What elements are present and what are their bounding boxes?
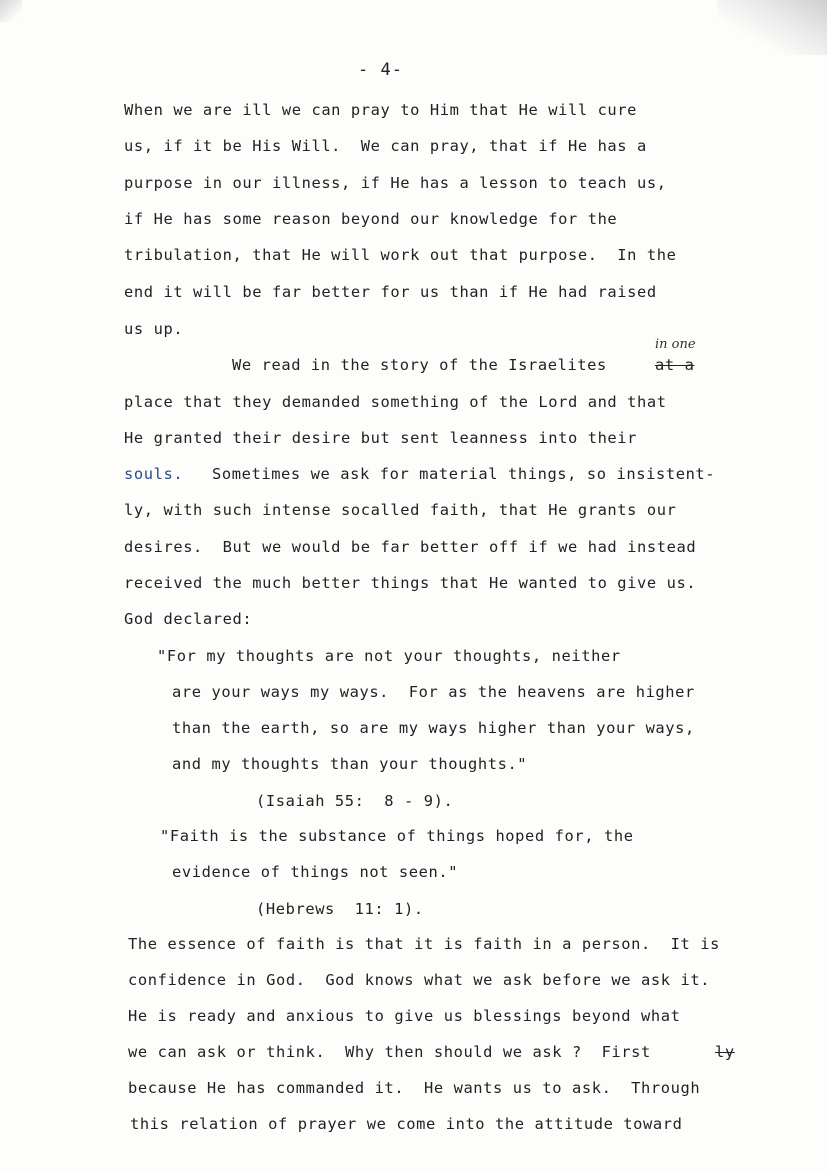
page-corner-shadow-left bbox=[0, 0, 22, 22]
struck-words: at a bbox=[655, 356, 695, 374]
struck-suffix: ly bbox=[715, 1043, 735, 1061]
text-line-1: When we are ill we can pray to Him that He will cure bbox=[124, 101, 638, 119]
text-line-12: ly, with such intense socalled faith, that He grants our bbox=[124, 501, 677, 519]
page-number: - 4- bbox=[358, 60, 403, 80]
text-line-3: purpose in our illness, if He has a lesson to teach us, bbox=[124, 174, 667, 192]
text-line-11: Sometimes we ask for material things, so insistent- bbox=[212, 465, 716, 483]
handwritten-insertion: in one bbox=[655, 337, 696, 352]
text-line-2: us, if it be His Will. We can pray, that if He has a bbox=[124, 137, 647, 155]
quote-line-5: "Faith is the substance of things hoped for, the bbox=[160, 827, 634, 845]
text-line-20: because He has commanded it. He wants us to ask. Through bbox=[128, 1079, 701, 1097]
text-line-13: desires. But we would be far better off if we had instead bbox=[124, 538, 697, 556]
citation-isaiah: (Isaiah 55: 8 - 9). bbox=[256, 792, 454, 810]
text-line-4: if He has some reason beyond our knowledge for the bbox=[124, 210, 618, 228]
citation-hebrews: (Hebrews 11: 1). bbox=[256, 900, 424, 918]
text-line-15: God declared: bbox=[124, 610, 253, 628]
text-line-16: The essence of faith is that it is faith in a person. It is bbox=[128, 935, 720, 953]
text-line-18: He is ready and anxious to give us blessings beyond what bbox=[128, 1007, 681, 1025]
souls-word: souls. bbox=[124, 465, 184, 483]
text-line-5: tribulation, that He will work out that purpose. In the bbox=[124, 246, 677, 264]
text-line-9: place that they demanded something of the Lord and that bbox=[124, 393, 667, 411]
text-line-14: received the much better things that He wanted to give us. bbox=[124, 574, 697, 592]
text-line-8: We read in the story of the Israelites bbox=[232, 356, 607, 374]
text-line-19: we can ask or think. Why then should we ask ? First bbox=[128, 1043, 651, 1061]
quote-line-4: and my thoughts than your thoughts." bbox=[172, 755, 528, 773]
text-line-21: this relation of prayer we come into the attitude toward bbox=[130, 1115, 683, 1133]
page-corner-fold bbox=[717, 0, 827, 55]
quote-line-3: than the earth, so are my ways higher than your ways, bbox=[172, 719, 695, 737]
quote-line-6: evidence of things not seen." bbox=[172, 863, 459, 881]
text-line-17: confidence in God. God knows what we ask before we ask it. bbox=[128, 971, 711, 989]
quote-line-1: "For my thoughts are not your thoughts, neither bbox=[157, 647, 621, 665]
text-line-10: He granted their desire but sent leanness into their bbox=[124, 429, 638, 447]
quote-line-2: are your ways my ways. For as the heavens are higher bbox=[172, 683, 695, 701]
text-line-6: end it will be far better for us than if He had raised bbox=[124, 283, 657, 301]
text-line-7: us up. bbox=[124, 320, 184, 338]
